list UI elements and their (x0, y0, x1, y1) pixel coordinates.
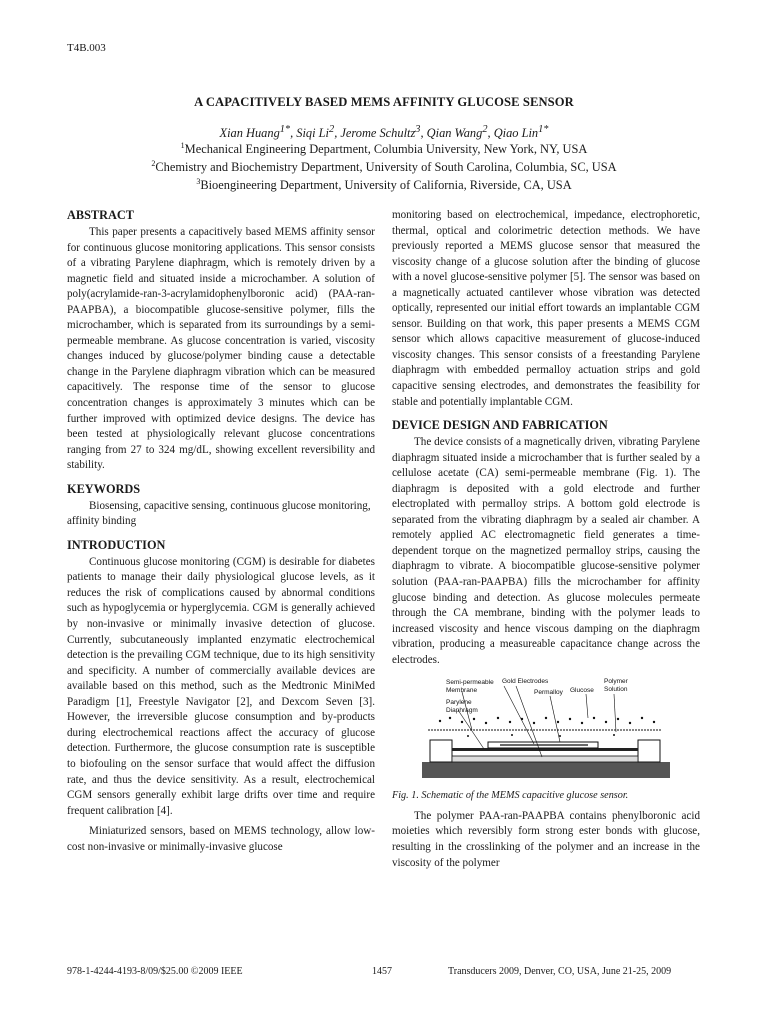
introduction-paragraph-continued: monitoring based on electrochemical, impedance, electrophoretic, thermal, optical and colorimetric detection methods. We have previously reported a MEMS glucose sensor that measured the viscosity change of a glucose solution after the binding of glucose with a novel glucose-sensitive polymer [5]. The sensor was based on a magnetically actuated cantilever whose vibration was detected optically, represented our initial effort towards an implantable CGM sensor. Building on that work, this paper presents a MEMS CGM sensor which allows capacitive measurement of glucose-induced viscosity changes. This sensor consists of a freestanding Parylene diaphragm with embedded permalloy actuation strips and gold capacitive sensing electrodes, and demonstrates the feasibility for stable and potentially implantable CGM. (392, 209, 700, 408)
keywords-heading: KEYWORDS (67, 481, 141, 496)
left-column (67, 208, 375, 860)
introduction-paragraph: Miniaturized sensors, based on MEMS technology, allow low-cost non-invasive or minimally-invasive glucose (67, 825, 375, 853)
label-permalloy: Permalloy (534, 689, 563, 697)
chamber-wall-left (430, 740, 452, 762)
design-heading: DEVICE DESIGN AND FABRICATION (392, 418, 608, 433)
label-semi-permeable: Semi-permeable (446, 679, 494, 687)
right-column (392, 208, 700, 876)
author: Xian Huang$^{1*}$ (219, 124, 291, 141)
label-polymer: Polymer (604, 678, 628, 686)
label-diaphragm: Diaphragm (446, 707, 478, 715)
affiliation: $^2$Chemistry and Biochemistry Department, University of South Carolina, Columbia, SC, USA (151, 159, 617, 175)
footer-isbn: 978-1-4244-4193-8/09/$25.00 ©2009 IEEE (67, 966, 243, 977)
abstract-heading: ABSTRACT (67, 208, 134, 222)
label-solution: Solution (604, 686, 628, 694)
label-glucose: Glucose (570, 687, 594, 695)
introduction-heading: INTRODUCTION (67, 537, 166, 552)
introduction-paragraph: Continuous glucose monitoring (CGM) is desirable for diabetes patients to manage their daily physiological glucose levels, as it reduces the risk of complications caused by abnormal conditions such as hypoglycemia or hyperglycemia. CGM is generally achieved by non-invasive or minimally invasive detection of glucose. Currently, subcutaneously implanted enzymatic electrochemical detection is the prevailing CGM technique, due to its high sensitivity and specificity. A number of commercially available devices are available based on this method, such as the Medtronic MiniMed Paradigm [1], Freestyle Navigator [2], and Dexcom Seven [3]. However, the irreversible glucose consumption and by-products during electrochemical reactions affect the accuracy of glucose detection. Furthermore, the glucose consumption rate is susceptible to biofouling on the sensor surface that would affect the diffusion rate, and thus the device sensitivity. As a result, electrochemical CGM sensors generally exhibit large drifts over time and require frequent calibration [4]. (67, 555, 375, 817)
design-paragraph: The polymer PAA-ran-PAAPBA contains phenylboronic acid moieties which reversibly form strong ester bonds with glucose, resulting in the crosslinking of the polymer and an increase in the viscosity of the polymer (392, 809, 700, 869)
sensor-schematic-figure (392, 674, 700, 784)
affiliation: $^1$Mechanical Engineering Department, Columbia University, New York, NY, USA (180, 141, 588, 157)
affiliation: $^3$Bioengineering Department, University of California, Riverside, CA, USA (196, 177, 572, 193)
sensor-schematic-diagram (392, 674, 700, 784)
paper-code: T4B.003 (67, 42, 106, 54)
chamber-wall-right (638, 740, 660, 762)
author: Qiao Lin$^{1*}$ (493, 124, 549, 141)
author: Jerome Schultz$^3$ (340, 124, 421, 141)
footer-conference: Transducers 2009, Denver, CO, USA, June 21-25, 2009 (448, 966, 672, 977)
bottom-gold-electrode (452, 756, 638, 762)
paper-title: A CAPACITIVELY BASED MEMS AFFINITY GLUCOSE SENSOR (194, 95, 574, 109)
author: Qian Wang$^2$ (426, 124, 488, 141)
label-gold-electrodes: Gold Electrodes (502, 678, 549, 686)
author-list: Xian Huang$^{1*}$, Siqi Li$^2$, Jerome Schultz$^3$, Qian Wang$^2$, Qiao Lin$^{1*}$ (219, 124, 549, 141)
label-parylene: Parylene (446, 699, 472, 707)
author: Siqi Li$^2$ (296, 124, 335, 141)
footer-page-number: 1457 (372, 966, 392, 977)
label-membrane: Membrane (446, 687, 478, 695)
substrate (422, 762, 670, 778)
keywords-text: Biosensing, capacitive sensing, continuous glucose monitoring, affinity binding (67, 499, 371, 528)
abstract-text: This paper presents a capacitively based MEMS affinity sensor for continuous glucose monitoring applications. This sensor consists of a vibrating Parylene diaphragm, which is remotely driven by a magnetic field and situated inside a microchamber. A solution of poly(acrylamide-ran-3-acrylamidophenylboronic acid) (PAA-ran-PAAPBA), a biocompatible glucose-sensitive polymer, fills the microchamber, which is separated from its surroundings by a semi-permeable membrane. As glucose concentration is varied, viscosity changes induced by glucose/polymer binding cause a detectable change in the Parylene diaphragm vibration which can be measured capacitively. The response time of the sensor to glucose concentration changes is approximately 3 minutes which can be further improved with optimized device designs. The device has been tested at physiologically relevant glucose concentrations ranging from 27 to 324 mg/dL, showing excellent reversibility and stability. (67, 226, 375, 472)
figure-caption: Fig. 1. Schematic of the MEMS capacitive glucose sensor. (392, 790, 629, 802)
design-paragraph: The device consists of a magnetically driven, vibrating Parylene diaphragm situated inside a microchamber that is further sealed by a cellulose acetate (CA) semi-permeable membrane (Fig. 1). The diaphragm is deposited with a gold electrode and further electroplated with permalloy strips. A bottom gold electrode is separated from the vibrating diaphragm by a sealed air chamber. A remotely applied AC electromagnetic field generates a time-dependent torque on the magnetized permalloy strips, causing the diaphragm to vibrate. A biocompatible glucose-sensitive polymer solution (PAA-ran-PAAPBA) fills the microchamber for affinity glucose binding and detection. As glucose molecules permeate through the CA membrane, binding with the polymer leads to increased viscosity and hence viscous damping on the diaphragm vibration, producing a measureable capacitance change across the electrodes. (392, 436, 700, 666)
